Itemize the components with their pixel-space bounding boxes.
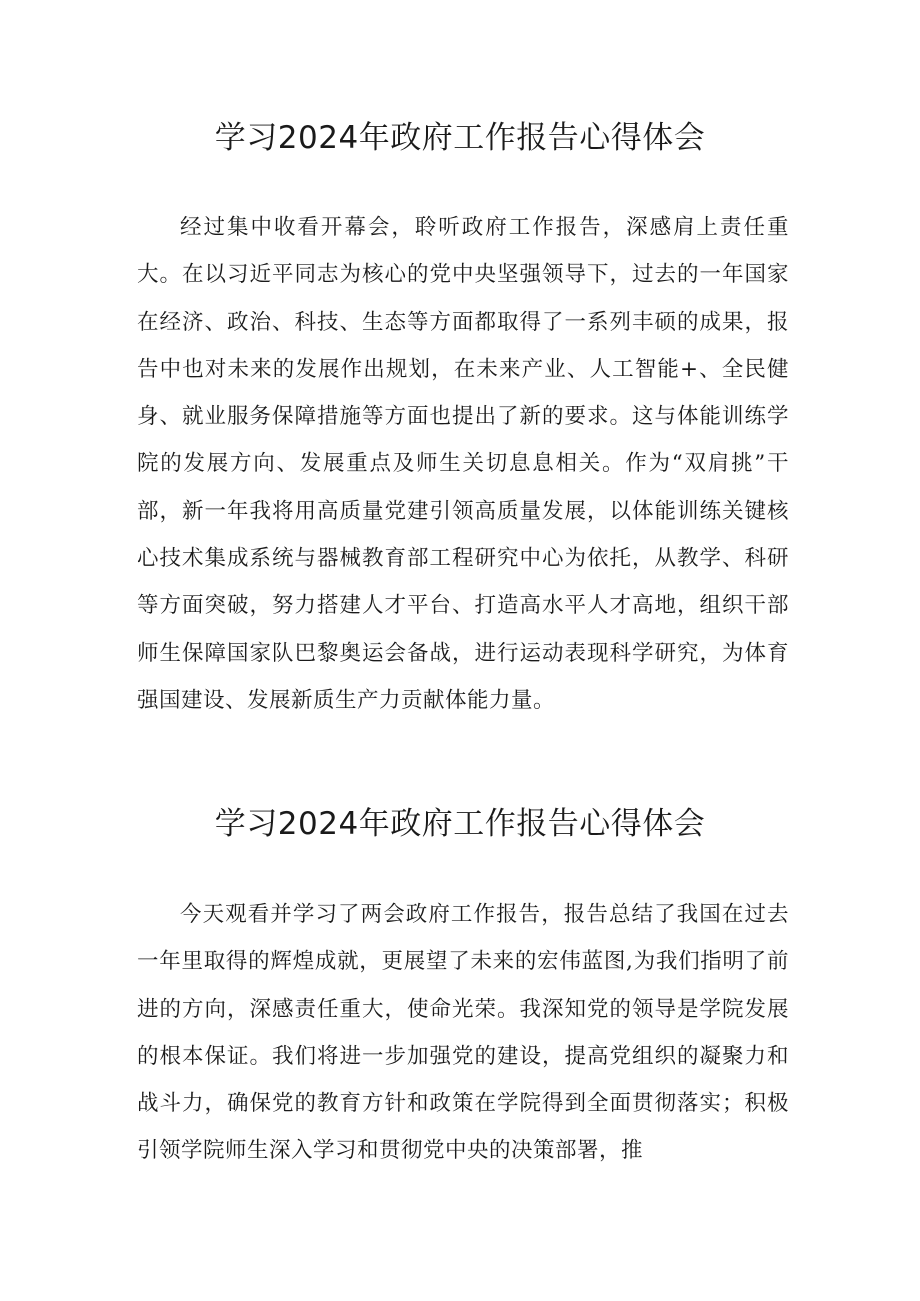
section-1-title: 学习2024年政府工作报告心得体会 xyxy=(214,120,706,156)
section-1-body: 经过集中收看开幕会，聆听政府工作报告，深感肩上责任重大。在以习近平同志为核心的党中央坚强领导下，过去的一年国家在经济、政治、科技、生态等方面都取得了一系列丰硕的成果，报告中也对未来的发展作出规划，在未来产业、人工智能+、全民健身、就业服务保障措施等方面也提出了新的要求。这与体能训练学院的发展方向、发展重点及师生关切息息相关。作为“双肩挑”干部，新一年我将用高质量党建引领高质量发展，以体能训练关键核心技术集成系统与器械教育部工程研究中心为依托，从教学、科研等方面突破，努力搭建人才平台、打造高水平人才高地，组织干部师生保障国家队巴黎奥运会备战，进行运动表现科学研究，为体育强国建设、发展新质生产力贡献体能力量。 xyxy=(137,215,789,713)
section-2-body: 今天观看并学习了两会政府工作报告，报告总结了我国在过去一年里取得的辉煌成就，更展望了未来的宏伟蓝图,为我们指明了前进的方向，深感责任重大，使命光荣。我深知党的领导是学院发展的根本保证。我们将进一步加强党的建设，提高党组织的凝聚力和战斗力，确保党的教育方针和政策在学院得到全面贯彻落实；积极引领学院师生深入学习和贯彻党中央的决策部署，推 xyxy=(137,902,789,1164)
section-2-title: 学习2024年政府工作报告心得体会 xyxy=(214,806,706,842)
